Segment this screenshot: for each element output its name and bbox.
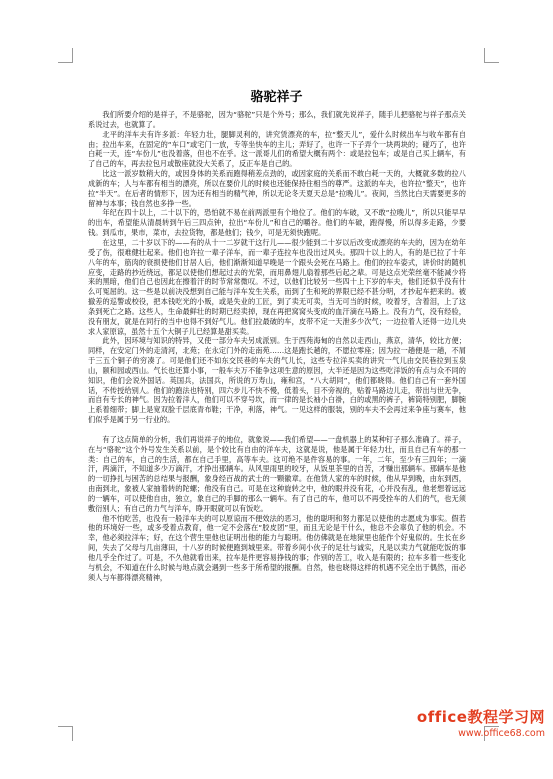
paragraph: 北平的洋车夫有许多派：年轻力壮，腿脚灵利的，讲究赁漂亮的车，拉“整天儿”，爱什么时候出车与收车都有自由；拉出车来，在固定的“车口”或宅门一放，专等坐快车的主儿；弄好了，也许一下子弄个一块两块的；碰巧了，也许白耗一天，连“车份儿”也没着落，但也不在乎。这一派哥儿们的希望大概有两个：或是拉包车；或是自己买上辆车，有了自己的车，再去拉包月或散座就没大关系了，反正车是自己的。: [88, 129, 466, 169]
crop-mark-top-right: [484, 48, 499, 63]
crop-mark-bottom-left: [58, 726, 73, 741]
watermark-title: office教程学习网: [416, 708, 545, 726]
paragraph: 此外，因环境与知识的特异，又使一部分车夫另成派别。生于西苑海甸的自然以走西山，燕京，清华，较比方便；同样，在安定门外的走清河，北苑；在永定门外的走南苑……这是跑长趟的，不愿拉零座；因为拉一趟便是一趟，不屑于三五个铜子的穷凑了。可是他们还不如东交民巷的车夫的气儿长，这些专拉洋买卖的讲究一气儿由交民巷拉到玉泉山，颐和园或西山。气长也还算小事，一般车夫万不能争这项生意的原因，大半还是因为这些吃洋饭的有点与众不同的知识，他们会说外国话。英国兵，法国兵，所说的万寿山，雍和宫，“八大胡同”，他们都晓得。他们自己有一套外国话，不传授给别人。他们的跑法也特别，四六步儿不快不慢，低着头，目不旁视的，贴着马路边儿走，带出与世无争，而自有专长的神气。因为拉着洋人，他们可以不穿号坎，而一律的是长袖小白褂，白的或黑的裤子，裤筒特别肥，脚腕上系着细带；脚上是宽双脸千层底青布鞋；干净，利落，神气。一见这样的服装，别的车夫不会再过来争座与赛车，他们似乎是属于另一行业的。: [88, 336, 466, 425]
paragraph: 他不怕吃苦，也没有一般洋车夫的可以原谅而不便效法的恶习，他的聪明和努力都足以使他的志愿成为事实。假若他的环境好一些，或多受着点教育，他一定不会落在“胶皮团”里，而且无论是干什么，他总不会辜负了他的机会。不幸，他必须拉洋车；好，在这个营生里他也证明出他的能力与聪明。他仿佛就是在地狱里也能作个好鬼似的。生长在乡间，失去了父母与几亩薄田，十八岁的时候便跑到城里来。带着乡间小伙子的足壮与诚实，凡是以卖力气就能吃饭的事他几乎全作过了。可是，不久他就看出来，拉车是件更容易挣钱的事；作别的苦工，收入是有限的；拉车多着一些变化与机会，不知道在什么时候与地点就会遇到一些多于所希望的报酬。自然，他也晓得这样的机遇不完全出于偶然，而必须人与车都得漂亮精神，: [88, 513, 466, 582]
paragraph: 在这里，二十岁以下的——有的从十一二岁就干这行儿——很少能到二十岁以后改变成漂亮的车夫的，因为在幼年受了伤，很难健壮起来。他们也许拉一辈子洋车，而一辈子连拉车也没出过风头。那四十以上的人，有的是已拉了十年八年的车，筋肉的衰损使他们甘居人后，他们渐渐知道早晚是一个跟头会死在马路上。他们的拉车姿式，讲价时的随机应变，走路的抄近绕远，都足以使他们想起过去的光荣，而用鼻翅儿扇着那些后起之辈。可是这点光荣丝毫不能减少将来的黑暗，他们自己也因此在擦着汗的时节常常微叹。不过，以他们比较另一些四十上下岁的车夫，他们还似乎没有什么可冤屈的。这一些是以前决没想到自己能与洋车发生关系，而到了生和死的界限已经不甚分明，才抄起车把来的。被撤差的巡警或校役，把本钱吃光的小贩，或是失业的工匠，到了卖无可卖，当无可当的时候，咬着牙，含着泪，上了这条到死亡之路。这些人，生命最鲜壮的时期已经卖掉，现在再把窝窝头变成的血汗滴在马路上。没有力气，没有经验，没有朋友，就是在同行的当中也得不到好气儿。他们拉最破的车，皮带不定一天泄多少次气；一边拉着人还得一边儿央求人家原谅，虽然十五个大铜子儿已经算是甜买卖。: [88, 237, 466, 336]
crop-mark-top-left: [58, 48, 73, 63]
paragraph: 我们所要介绍的是祥子，不是骆驼，因为“骆驼”只是个外号；那么，我们就先说祥子，随手儿把骆驼与祥子那点关系说过去，也就算了。: [88, 110, 466, 129]
paragraph: 有了这点简单的分析，我们再说祥子的地位，就象说——我们希望——一盘机器上的某种钉子那么准确了。祥子，在与“骆驼”这个外号发生关系以前，是个较比有自由的洋车夫，这就是说，他是属于年轻力壮，而且自己有车的那一类：自己的车，自己的生活，都在自己手里，高等车夫。这可绝不是件容易的事。一年，二年，至少有三四年；一滴汗，两滴汗，不知道多少万滴汗，才挣出那辆车。从风里雨里的咬牙，从饭里茶里的自苦，才赚出那辆车。那辆车是他的一切挣扎与困苦的总结果与报酬，象身经百战的武士的一颗徽章。在他赁人家的车的时候，他从早到晚，由东到西，由南到北，象被人家抽着转的陀螺；他没有自己。可是在这种旋转之中，他的眼并没有花，心并没有乱，他老想着远远的一辆车，可以使他自由，独立，象自己的手脚的那么一辆车。有了自己的车，他可以不再受拴车的人们的气，也无须敷衍别人；有自己的力气与洋车，睁开眼就可以有饭吃。: [88, 434, 466, 513]
site-watermark: [417, 706, 545, 739]
paragraph: 年纪在四十以上，二十以下的，恐怕就不易在前两派里有个地位了。他们的车破，又不敢“拉晚儿”，所以只能早早的出车，希望能从清晨转到午后三四点钟，拉出“车份儿”和自己的嚼谷。他们的车破，跑得慢，所以得多走路，少要钱。到瓜市，果市，菜市，去拉货物，都是他们；钱少，可是无须快跑呢。: [88, 208, 466, 238]
document-body: [88, 110, 466, 583]
paragraph: 比这一派岁数稍大的，或因身体的关系而跑得稍差点劲的，或因家庭的关系而不敢白耗一天的，大概就多数的拉八成新的车；人与车都有相当的漂亮，所以在要价儿的时候也还能保持住相当的尊严。这派的车夫，也许拉“整天”，也许拉“半天”。在后者的情形下，因为还有相当的精气神，所以无论冬天夏天总是“拉晚儿”。夜间，当然比白天需要更多的留神与本事；钱自然也多挣一些。: [88, 169, 466, 208]
watermark-url: www.office68.com: [458, 728, 545, 739]
document-title: 骆驼祥子: [250, 90, 303, 105]
